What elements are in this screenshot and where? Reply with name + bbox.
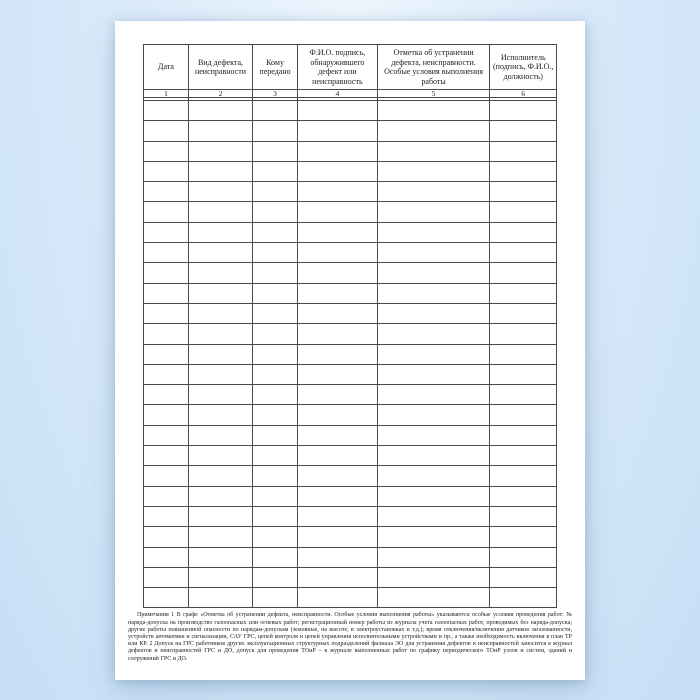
empty-row xyxy=(144,222,557,242)
empty-cell xyxy=(144,405,189,425)
empty-cell xyxy=(377,182,490,202)
empty-cell xyxy=(490,446,557,466)
empty-row xyxy=(144,446,557,466)
empty-row xyxy=(144,588,557,608)
empty-cell xyxy=(253,222,298,242)
empty-cell xyxy=(490,283,557,303)
empty-cell xyxy=(490,202,557,222)
empty-cell xyxy=(253,101,298,121)
column-header-6: Исполнитель (подпись, Ф.И.О., должность) xyxy=(490,45,557,90)
empty-row xyxy=(144,385,557,405)
empty-cell xyxy=(189,506,253,526)
empty-cell xyxy=(298,405,378,425)
empty-cell xyxy=(189,324,253,344)
empty-cell xyxy=(298,182,378,202)
empty-cell xyxy=(253,161,298,181)
empty-cell xyxy=(490,263,557,283)
empty-cell xyxy=(490,567,557,587)
empty-cell xyxy=(144,567,189,587)
column-number-3: 3 xyxy=(253,90,298,98)
empty-cell xyxy=(144,141,189,161)
empty-cell xyxy=(490,222,557,242)
empty-cell xyxy=(144,222,189,242)
empty-cell xyxy=(144,446,189,466)
empty-cell xyxy=(490,324,557,344)
empty-cell xyxy=(189,567,253,587)
column-number-2: 2 xyxy=(189,90,253,98)
empty-cell xyxy=(298,101,378,121)
empty-cell xyxy=(144,283,189,303)
empty-cell xyxy=(490,182,557,202)
empty-cell xyxy=(298,344,378,364)
empty-cell xyxy=(490,303,557,323)
empty-cell xyxy=(189,263,253,283)
empty-cell xyxy=(144,344,189,364)
empty-cell xyxy=(377,567,490,587)
empty-cell xyxy=(253,182,298,202)
empty-cell xyxy=(189,588,253,608)
empty-cell xyxy=(298,547,378,567)
empty-cell xyxy=(189,243,253,263)
column-header-5: Отметка об устранении дефекта, неисправности. Особые условия выполнения работы xyxy=(377,45,490,90)
column-header-2: Вид дефекта, неисправности xyxy=(189,45,253,90)
empty-cell xyxy=(189,303,253,323)
empty-cell xyxy=(189,121,253,141)
empty-cell xyxy=(377,202,490,222)
empty-cell xyxy=(253,263,298,283)
empty-cell xyxy=(377,466,490,486)
empty-cell xyxy=(377,364,490,384)
empty-cell xyxy=(490,588,557,608)
empty-cell xyxy=(144,527,189,547)
empty-cell xyxy=(253,344,298,364)
empty-cell xyxy=(298,303,378,323)
empty-cell xyxy=(377,506,490,526)
empty-cell xyxy=(253,588,298,608)
empty-cell xyxy=(377,344,490,364)
empty-cell xyxy=(144,121,189,141)
empty-row xyxy=(144,486,557,506)
empty-row xyxy=(144,263,557,283)
empty-cell xyxy=(490,486,557,506)
empty-cell xyxy=(189,547,253,567)
empty-cell xyxy=(189,364,253,384)
empty-row xyxy=(144,101,557,121)
empty-cell xyxy=(144,324,189,344)
empty-cell xyxy=(377,303,490,323)
empty-cell xyxy=(298,588,378,608)
empty-cell xyxy=(377,263,490,283)
empty-cell xyxy=(189,425,253,445)
empty-cell xyxy=(490,547,557,567)
empty-cell xyxy=(490,243,557,263)
table-body xyxy=(144,101,557,608)
empty-cell xyxy=(298,121,378,141)
empty-cell xyxy=(298,486,378,506)
empty-row xyxy=(144,141,557,161)
empty-cell xyxy=(189,344,253,364)
empty-cell xyxy=(144,466,189,486)
empty-cell xyxy=(377,243,490,263)
empty-cell xyxy=(377,486,490,506)
table-header-row xyxy=(144,45,557,90)
footnote: Примечания 1 В графе «Отметка об устранении дефекта, неисправности. Особые условия выполнения работы» указываются особые условия проведения работ: № наряда-допуска на производство газоопасных или огневых работ; регистрационный номер работы из журнала учета газоопасных работ, проводимых без наряда-допуска; другие работы повышенной опасности по нарядам-допускам (земляные, на высоте, в электроустановках и т.д.); время отключения/включения датчиков загазованности, устройств автоматики и сигнализации, САУ ГРС, цепей контроля и цепей управления исполнительными устройствами и пр., а также необходимость включения в план ТР или КР. 2 Допуск на ГРС работников других эксплуатационных структурных подразделений филиала ЭО для устранения дефектов и неисправностей заносится в журнал дефектов и неисправностей ГРС и ДО, допуск для проведения ТОиР – в журнале выполненных работ по графику периодического ТОиР узлов и систем, зданий и сооружений ГРС и ДО. xyxy=(128,612,572,662)
empty-cell xyxy=(298,324,378,344)
empty-cell xyxy=(144,182,189,202)
empty-cell xyxy=(253,466,298,486)
empty-cell xyxy=(377,324,490,344)
column-number-4: 4 xyxy=(298,90,378,98)
empty-cell xyxy=(189,141,253,161)
empty-cell xyxy=(189,446,253,466)
empty-cell xyxy=(377,385,490,405)
empty-cell xyxy=(144,101,189,121)
empty-cell xyxy=(298,283,378,303)
empty-cell xyxy=(253,121,298,141)
empty-cell xyxy=(377,527,490,547)
empty-cell xyxy=(189,385,253,405)
empty-cell xyxy=(377,222,490,242)
empty-cell xyxy=(298,202,378,222)
empty-cell xyxy=(490,527,557,547)
empty-cell xyxy=(298,527,378,547)
empty-cell xyxy=(253,425,298,445)
empty-cell xyxy=(377,405,490,425)
empty-cell xyxy=(377,588,490,608)
empty-cell xyxy=(144,202,189,222)
empty-row xyxy=(144,527,557,547)
empty-row xyxy=(144,567,557,587)
empty-cell xyxy=(189,202,253,222)
column-number-5: 5 xyxy=(377,90,490,98)
empty-cell xyxy=(377,425,490,445)
empty-cell xyxy=(189,466,253,486)
empty-row xyxy=(144,405,557,425)
empty-row xyxy=(144,506,557,526)
empty-cell xyxy=(298,141,378,161)
empty-row xyxy=(144,324,557,344)
empty-cell xyxy=(253,446,298,466)
empty-cell xyxy=(189,161,253,181)
empty-cell xyxy=(144,506,189,526)
empty-cell xyxy=(189,405,253,425)
column-header-3: Кому передано xyxy=(253,45,298,90)
empty-cell xyxy=(144,425,189,445)
empty-cell xyxy=(377,141,490,161)
empty-cell xyxy=(253,243,298,263)
empty-cell xyxy=(298,263,378,283)
empty-cell xyxy=(377,283,490,303)
empty-cell xyxy=(144,243,189,263)
empty-cell xyxy=(189,101,253,121)
empty-row xyxy=(144,202,557,222)
empty-cell xyxy=(377,161,490,181)
empty-cell xyxy=(298,364,378,384)
defects-journal-table xyxy=(143,44,557,608)
empty-cell xyxy=(377,547,490,567)
empty-cell xyxy=(298,446,378,466)
empty-row xyxy=(144,243,557,263)
empty-cell xyxy=(189,283,253,303)
empty-cell xyxy=(377,101,490,121)
empty-cell xyxy=(490,141,557,161)
empty-cell xyxy=(144,547,189,567)
empty-cell xyxy=(189,527,253,547)
empty-cell xyxy=(298,243,378,263)
empty-cell xyxy=(253,283,298,303)
empty-cell xyxy=(298,161,378,181)
empty-cell xyxy=(377,446,490,466)
column-number-6: 6 xyxy=(490,90,557,98)
empty-cell xyxy=(144,364,189,384)
empty-cell xyxy=(490,161,557,181)
empty-cell xyxy=(253,547,298,567)
empty-cell xyxy=(377,121,490,141)
empty-cell xyxy=(298,506,378,526)
empty-row xyxy=(144,425,557,445)
empty-row xyxy=(144,466,557,486)
column-number-1: 1 xyxy=(144,90,189,98)
empty-cell xyxy=(253,506,298,526)
empty-cell xyxy=(189,222,253,242)
empty-row xyxy=(144,364,557,384)
column-header-1: Дата xyxy=(144,45,189,90)
empty-cell xyxy=(189,486,253,506)
empty-row xyxy=(144,303,557,323)
empty-cell xyxy=(253,385,298,405)
empty-cell xyxy=(490,101,557,121)
empty-cell xyxy=(144,588,189,608)
document-page xyxy=(115,21,585,680)
empty-cell xyxy=(253,202,298,222)
empty-row xyxy=(144,161,557,181)
empty-row xyxy=(144,344,557,364)
empty-cell xyxy=(189,182,253,202)
empty-cell xyxy=(490,364,557,384)
empty-cell xyxy=(490,425,557,445)
empty-cell xyxy=(298,222,378,242)
empty-row xyxy=(144,121,557,141)
empty-cell xyxy=(253,303,298,323)
column-numbers-row xyxy=(144,90,557,98)
empty-cell xyxy=(298,425,378,445)
empty-row xyxy=(144,182,557,202)
empty-cell xyxy=(298,385,378,405)
empty-cell xyxy=(490,506,557,526)
empty-cell xyxy=(490,405,557,425)
empty-cell xyxy=(253,324,298,344)
empty-cell xyxy=(253,486,298,506)
empty-cell xyxy=(144,486,189,506)
empty-cell xyxy=(144,385,189,405)
empty-row xyxy=(144,547,557,567)
empty-cell xyxy=(490,344,557,364)
empty-cell xyxy=(144,161,189,181)
empty-cell xyxy=(253,141,298,161)
empty-cell xyxy=(253,364,298,384)
column-header-4: Ф.И.О. подпись, обнаружившего дефект или неисправность xyxy=(298,45,378,90)
empty-cell xyxy=(144,263,189,283)
empty-cell xyxy=(144,303,189,323)
empty-cell xyxy=(298,466,378,486)
empty-cell xyxy=(490,121,557,141)
empty-cell xyxy=(490,385,557,405)
empty-row xyxy=(144,283,557,303)
empty-cell xyxy=(253,567,298,587)
empty-cell xyxy=(253,405,298,425)
empty-cell xyxy=(490,466,557,486)
empty-cell xyxy=(298,567,378,587)
empty-cell xyxy=(253,527,298,547)
